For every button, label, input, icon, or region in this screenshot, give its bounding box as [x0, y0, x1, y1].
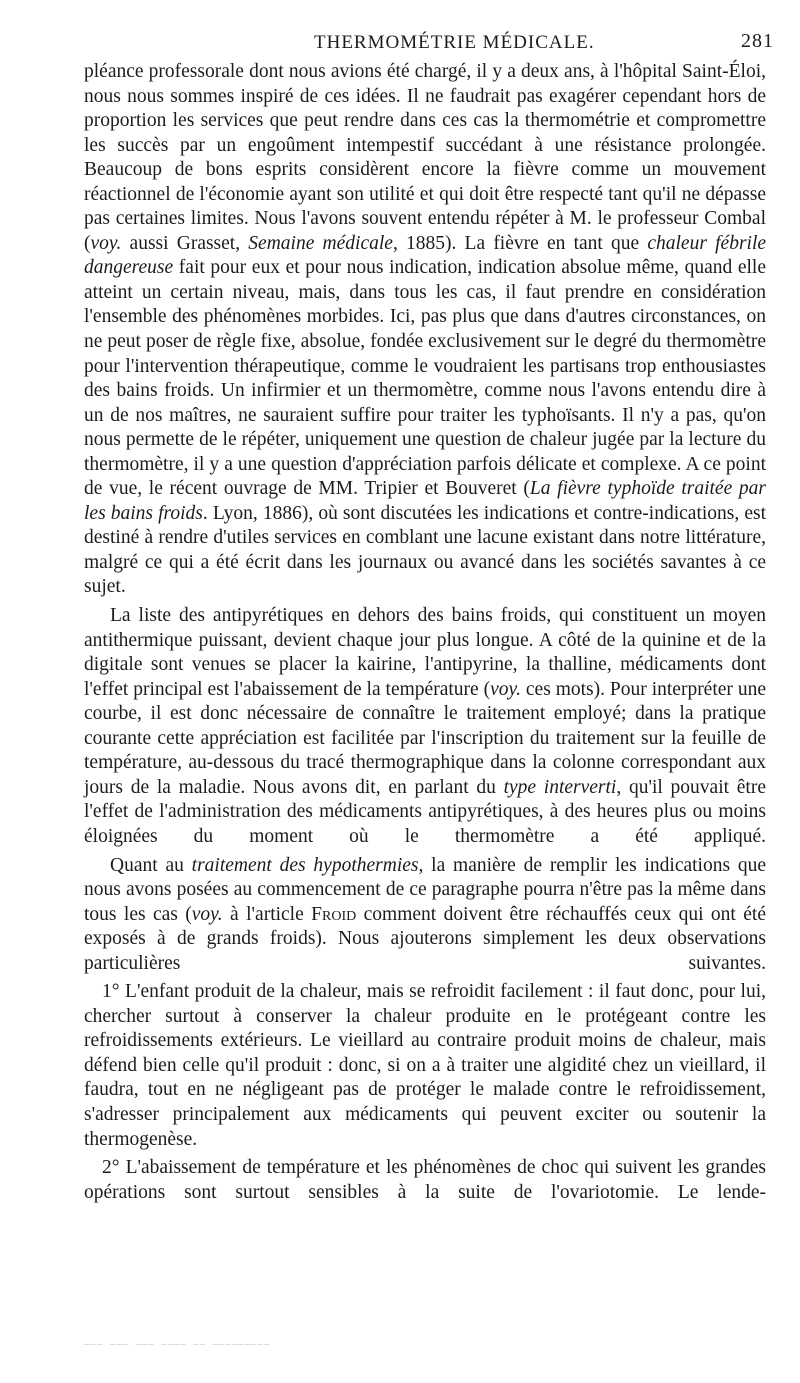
- italic-run: chaleur fébrile dangereuse: [84, 232, 767, 279]
- text-run: , qu'il pouvait être l'effet de l'administration des médicaments antipyrétiques, à des heures plus ou moins éloignées du moment où le thermomètre a été appliqué.: [84, 776, 766, 847]
- text-run: , la manière de remplir les indications que nous avons posées au commencement de ce paragraphe pourra n'être pas la même dans tous les cas (: [84, 854, 767, 925]
- running-title: THERMOMÉTRIE MÉDICALE.: [314, 32, 595, 53]
- text-run: pléance professorale dont nous avions été chargé, il y a deux ans, à l'hôpital Saint-Éloi, nous nous sommes inspiré de ces idées. Il ne faudrait pas exagérer cependant hors de proportion les services que peut rendre dans ces cas la thermométrie et compromettre les succès par un engoûment intempestif succédant à une résistance prolongée. Beaucoup de bons esprits considèrent encore la fièvre comme un mouvement réactionnel de l'économie ayant son utilité et qui doit être respecté tant qu'il ne dépasse pas certaines limites. Nous l'avons souvent entendu répéter à M. le professeur Combal (: [84, 61, 766, 254]
- text-run: fait pour eux et pour nous indication, indication absolue même, quand elle atteint un certain niveau, mais, dans tous les cas, il faut prendre en considération l'ensemble des phénomènes morbides. Ici, pas plus que dans d'autres circonstances, on ne peut poser de règle fixe, absolue, fondée exclusivement sur le degré du thermomètre pour l'intervention thérapeutique, comme le voudraient les partisans trop enthousiastes des bains froids. Un infirmier et un thermomètre, comme nous l'avons entendu dire à un de nos maîtres, ne sauraient suffire pour traiter les typhoïsants. Il n'y a pas, qu'on nous permette de le répéter, uniquement une question de chaleur jugée par la lecture du thermomètre, il y a une question d'appréciation parfois délicate et complexe. A ce point de vue, le récent ouvrage de MM. Tripier et Bouveret (: [84, 257, 766, 500]
- running-head: [84, 26, 774, 60]
- text-run: 2° L'abaissement de température et les phénomènes de choc qui suivent les grandes opérations sont surtout sensibles à la suite de l'ovariotomie. Le lende-: [84, 1157, 766, 1203]
- italic-run: traitement des hypothermies: [191, 854, 419, 876]
- paragraph-3: [84, 854, 766, 977]
- text-run: ces mots). Pour interpréter une courbe, il est donc nécessaire de connaître le traitement employé; dans la pratique courante cette appréciation est facilitée par l'inscription du traitement sur la feuille de température, au-dessous du tracé thermographique dans la colonne correspondant aux jours de la maladie. Nous avons dit, en parlant du: [84, 678, 766, 798]
- paragraph-4: [84, 980, 766, 1152]
- text-run: La liste des antipyrétiques en dehors des bains froids, qui constituent un moyen antithermique puissant, devient chaque jour plus longue. A côté de la quinine et de la digitale sont venues se placer la kairine, l'antipyrine, la thalline, médicaments dont l'effet principal est l'abaissement de la température (: [84, 605, 766, 700]
- paragraph-5: [84, 1156, 766, 1205]
- book-page: [84, 26, 774, 1205]
- italic-run: voy.: [90, 232, 122, 254]
- italic-run: La fièvre typhoïde traitée par les bains froids: [84, 478, 766, 524]
- text-run: comment doivent être réchauffés ceux qui ont été exposés à de grands froids). Nous ajouterons simplement les deux observations particulières suivantes.: [84, 903, 766, 974]
- text-run: aussi Grasset,: [121, 232, 249, 254]
- italic-run: voy.: [191, 903, 223, 925]
- text-run: à l'article: [222, 903, 312, 925]
- italic-run: voy.: [490, 678, 521, 700]
- print-mark: ——— ——— ——— ———— —— —————————: [84, 1340, 271, 1350]
- body-text: [84, 60, 766, 1205]
- small-caps-run: Froid: [311, 903, 357, 925]
- text-run: , 1885). La fièvre en tant que: [392, 232, 648, 254]
- page-number: 281: [741, 30, 774, 52]
- text-run: Quant au: [110, 854, 192, 876]
- text-run: 1° L'enfant produit de la chaleur, mais se refroidit facilement : il faut donc, pour lui, chercher surtout à conserver la chaleur produite en le protégeant contre les refroidissements extérieurs. Le vieillard au contraire produit moins de chaleur, mais défend bien celle qu'il produit : donc, si on a à traiter une algidité chez un vieillard, il faudra, tout en ne négligeant pas de protéger le malade contre le refroidissement, s'adresser principalement aux médicaments qui peuvent exciter ou soutenir la thermogenèse.: [84, 981, 766, 1150]
- italic-run: type interverti: [503, 776, 617, 798]
- paragraph-2: [84, 604, 766, 849]
- paragraph-1: [84, 60, 766, 600]
- italic-run: Semaine médicale: [248, 232, 393, 254]
- text-run: . Lyon, 1886), où sont discutées les indications et contre-indications, est destiné à rendre d'utiles services en comblant une lacune existant dans notre littérature, malgré ce qui a été écrit dans les journaux ou avancé dans les sociétés savantes à ce sujet.: [84, 502, 766, 598]
